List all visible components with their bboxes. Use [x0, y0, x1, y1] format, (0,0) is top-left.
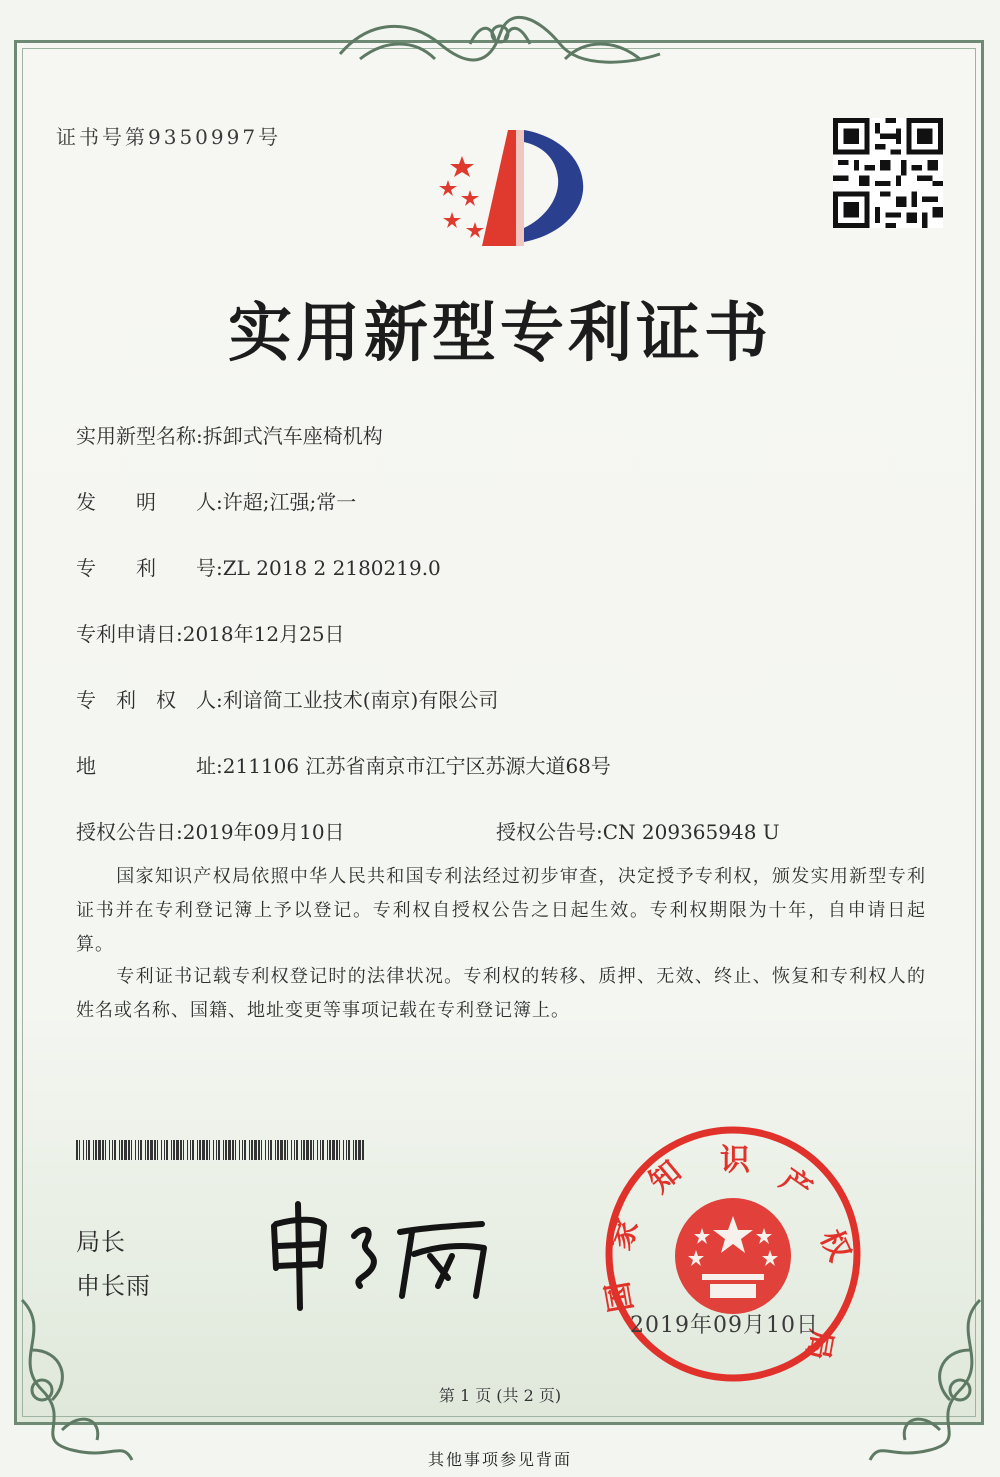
barcode-bar: [176, 1140, 179, 1160]
seal-date: 2019年09月10日: [630, 1313, 819, 1338]
label-char: 专: [76, 556, 96, 580]
barcode-bar: [171, 1140, 172, 1160]
field-grant-announcement-number: [496, 816, 780, 845]
barcode-bar: [242, 1140, 243, 1160]
barcode-bar: [157, 1140, 158, 1160]
barcode-bar: [93, 1140, 94, 1160]
field-application-date: [76, 618, 345, 647]
label-colon: :: [216, 754, 223, 778]
barcode-bar: [268, 1140, 269, 1160]
barcode-bar: [102, 1140, 104, 1160]
barcode-bar: [88, 1140, 90, 1160]
barcode-bar: [265, 1140, 266, 1160]
barcode-bar: [317, 1140, 318, 1160]
seal-char: 知: [642, 1154, 689, 1201]
barcode-bar: [76, 1140, 78, 1160]
barcode-bar: [346, 1140, 347, 1160]
label-char: 利: [136, 556, 156, 580]
barcode-bar: [348, 1140, 350, 1160]
barcode-bar: [164, 1140, 165, 1160]
barcode-bar: [147, 1140, 149, 1160]
field-label: [76, 684, 216, 713]
barcode-bar: [294, 1140, 295, 1160]
field-value: 利谙简工业技术(南京)有限公司: [222, 688, 499, 712]
barcode-bar: [161, 1140, 162, 1160]
barcode-bar: [105, 1140, 106, 1160]
barcode-bar: [322, 1140, 324, 1160]
barcode-bar: [225, 1140, 227, 1160]
barcode-bar: [166, 1140, 168, 1160]
seal-char: 产: [773, 1161, 819, 1208]
barcode-bar: [332, 1140, 335, 1160]
barcode-bar: [145, 1140, 146, 1160]
barcode-bar: [180, 1140, 182, 1160]
barcode-bar: [154, 1140, 156, 1160]
seal-char: 国: [600, 1279, 640, 1315]
barcode-bar: [232, 1140, 234, 1160]
barcode-bar: [114, 1140, 116, 1160]
barcode-bar: [329, 1140, 331, 1160]
field-label: 授权公告日:: [76, 820, 183, 844]
barcode-bar: [119, 1140, 120, 1160]
barcode-bar: [140, 1140, 142, 1160]
field-value: 拆卸式汽车座椅机构: [202, 424, 383, 448]
label-char: 利: [116, 688, 136, 712]
label-char: 专: [76, 688, 96, 712]
barcode-bar: [121, 1140, 123, 1160]
qr-code[interactable]: [833, 118, 943, 228]
label-char: 人: [196, 490, 216, 514]
barcode-bar: [336, 1140, 338, 1160]
field-value: ZL 2018 2 2180219.0: [222, 556, 441, 580]
field-grant-announcement-date: [76, 816, 345, 845]
barcode-bar: [358, 1140, 361, 1160]
barcode-bar: [291, 1140, 292, 1160]
label-char: 地: [76, 754, 96, 778]
barcode-bar: [251, 1140, 253, 1160]
field-label: [76, 486, 216, 515]
barcode-bar: [301, 1140, 302, 1160]
barcode-bar: [218, 1140, 220, 1160]
page-indicator: 第 1 页 (共 2 页): [438, 1386, 562, 1405]
barcode-bar: [280, 1140, 283, 1160]
field-value: 2018年12月25日: [182, 622, 345, 646]
barcode-bar: [362, 1140, 364, 1160]
barcode-bar: [353, 1140, 354, 1160]
barcode-bar: [228, 1140, 231, 1160]
barcode-bar: [277, 1140, 279, 1160]
label-colon: :: [216, 688, 223, 712]
barcode-bar: [244, 1140, 246, 1160]
official-seal: [598, 1124, 868, 1384]
field-label: [76, 750, 216, 779]
barcode-bar: [135, 1140, 136, 1160]
barcode-bar: [355, 1140, 357, 1160]
director-title: 局长: [76, 1228, 126, 1256]
bottom-left-ornament: [2, 1290, 142, 1470]
barcode-bar: [216, 1140, 217, 1160]
label-char: 人: [196, 688, 216, 712]
barcode-bar: [339, 1140, 340, 1160]
patent-office-logo: [420, 118, 590, 253]
barcode-bar: [258, 1140, 260, 1160]
barcode-bar: [343, 1140, 344, 1160]
barcode-bar: [192, 1140, 194, 1160]
barcode-bar: [124, 1140, 127, 1160]
barcode-bar: [112, 1140, 113, 1160]
barcode-bar: [98, 1140, 101, 1160]
barcode-bar: [275, 1140, 276, 1160]
field-patentee: [76, 684, 498, 713]
field-label: 授权公告号:: [496, 820, 603, 844]
barcode-bar: [128, 1140, 130, 1160]
seal-char: 局: [798, 1326, 839, 1363]
barcode-bar: [287, 1140, 288, 1160]
label-char: 址: [196, 754, 216, 778]
barcode-bar: [95, 1140, 97, 1160]
barcode-bar: [138, 1140, 139, 1160]
footer-note: 其他事项参见背面: [427, 1450, 572, 1469]
label-char: 发: [76, 490, 96, 514]
barcode-bar: [270, 1140, 272, 1160]
label-char: 明: [136, 490, 156, 514]
label-colon: :: [216, 490, 223, 514]
field-label: 专利申请日:: [76, 622, 183, 646]
barcode-bar: [306, 1140, 309, 1160]
barcode-bar: [199, 1140, 201, 1160]
barcode-bar: [86, 1140, 87, 1160]
barcode-bar: [239, 1140, 240, 1160]
label-char: 号: [196, 556, 216, 580]
paragraph-legal-status: [76, 960, 926, 1028]
paragraph-text: 专利证书记载专利权登记时的法律状况。专利权的转移、质押、无效、终止、恢复和专利权人的姓名或名称、国籍、地址变更等事项记载在专利登记簿上。: [76, 966, 926, 1021]
barcode-bar: [187, 1140, 188, 1160]
barcode-bar: [183, 1140, 184, 1160]
barcode-bar: [173, 1140, 175, 1160]
barcode-bar: [150, 1140, 153, 1160]
paragraph-text: 国家知识产权局依照中华人民共和国专利法经过初步审查，决定授予专利权，颁发实用新型专利证书并在专利登记簿上予以登记。专利权自授权公告之日起生效。专利权期限为十年，自申请日起算。: [76, 866, 926, 955]
field-label: 实用新型名称:: [76, 424, 203, 448]
barcode-bar: [261, 1140, 262, 1160]
certificate-title: 实用新型专利证书: [228, 297, 772, 371]
label-char: 权: [156, 688, 176, 712]
barcode-bar: [254, 1140, 257, 1160]
field-value: CN 209365948 U: [602, 820, 780, 844]
director-name: 申长雨: [76, 1272, 151, 1300]
barcode-bar: [202, 1140, 205, 1160]
paragraph-grant-statement: [76, 860, 926, 962]
barcode-bar: [109, 1140, 110, 1160]
barcode-bar: [327, 1140, 328, 1160]
barcode-bar: [131, 1140, 132, 1160]
barcode-bar: [223, 1140, 224, 1160]
field-inventors: [76, 486, 356, 515]
seal-char: 家: [602, 1214, 646, 1255]
label-colon: :: [216, 556, 223, 580]
barcode-bar: [235, 1140, 236, 1160]
field-patent-number: [76, 552, 441, 581]
barcode-bar: [197, 1140, 198, 1160]
field-value: 211106 江苏省南京市江宁区苏源大道68号: [222, 754, 611, 778]
barcode-bar: [206, 1140, 208, 1160]
bottom-right-ornament: [862, 1290, 1000, 1470]
barcode: [76, 1140, 364, 1160]
barcode-bar: [83, 1140, 84, 1160]
director-signature: [262, 1196, 502, 1316]
barcode-bar: [296, 1140, 298, 1160]
field-address: [76, 750, 611, 779]
barcode-bar: [284, 1140, 286, 1160]
barcode-bar: [209, 1140, 210, 1160]
barcode-bar: [249, 1140, 250, 1160]
barcode-bar: [313, 1140, 314, 1160]
seal-char: 权: [812, 1224, 858, 1267]
top-ornament: [330, 14, 670, 74]
barcode-bar: [190, 1140, 191, 1160]
field-utility-model-name: [76, 420, 383, 449]
barcode-bar: [320, 1140, 321, 1160]
seal-char: 识: [720, 1143, 750, 1178]
barcode-bar: [213, 1140, 214, 1160]
field-value: 2019年09月10日: [182, 820, 345, 844]
field-value: 许超;江强;常一: [222, 490, 357, 514]
barcode-bar: [303, 1140, 305, 1160]
field-label: [76, 552, 216, 581]
barcode-bar: [79, 1140, 80, 1160]
barcode-bar: [310, 1140, 312, 1160]
certificate-number: 证书号第9350997号: [56, 125, 282, 149]
